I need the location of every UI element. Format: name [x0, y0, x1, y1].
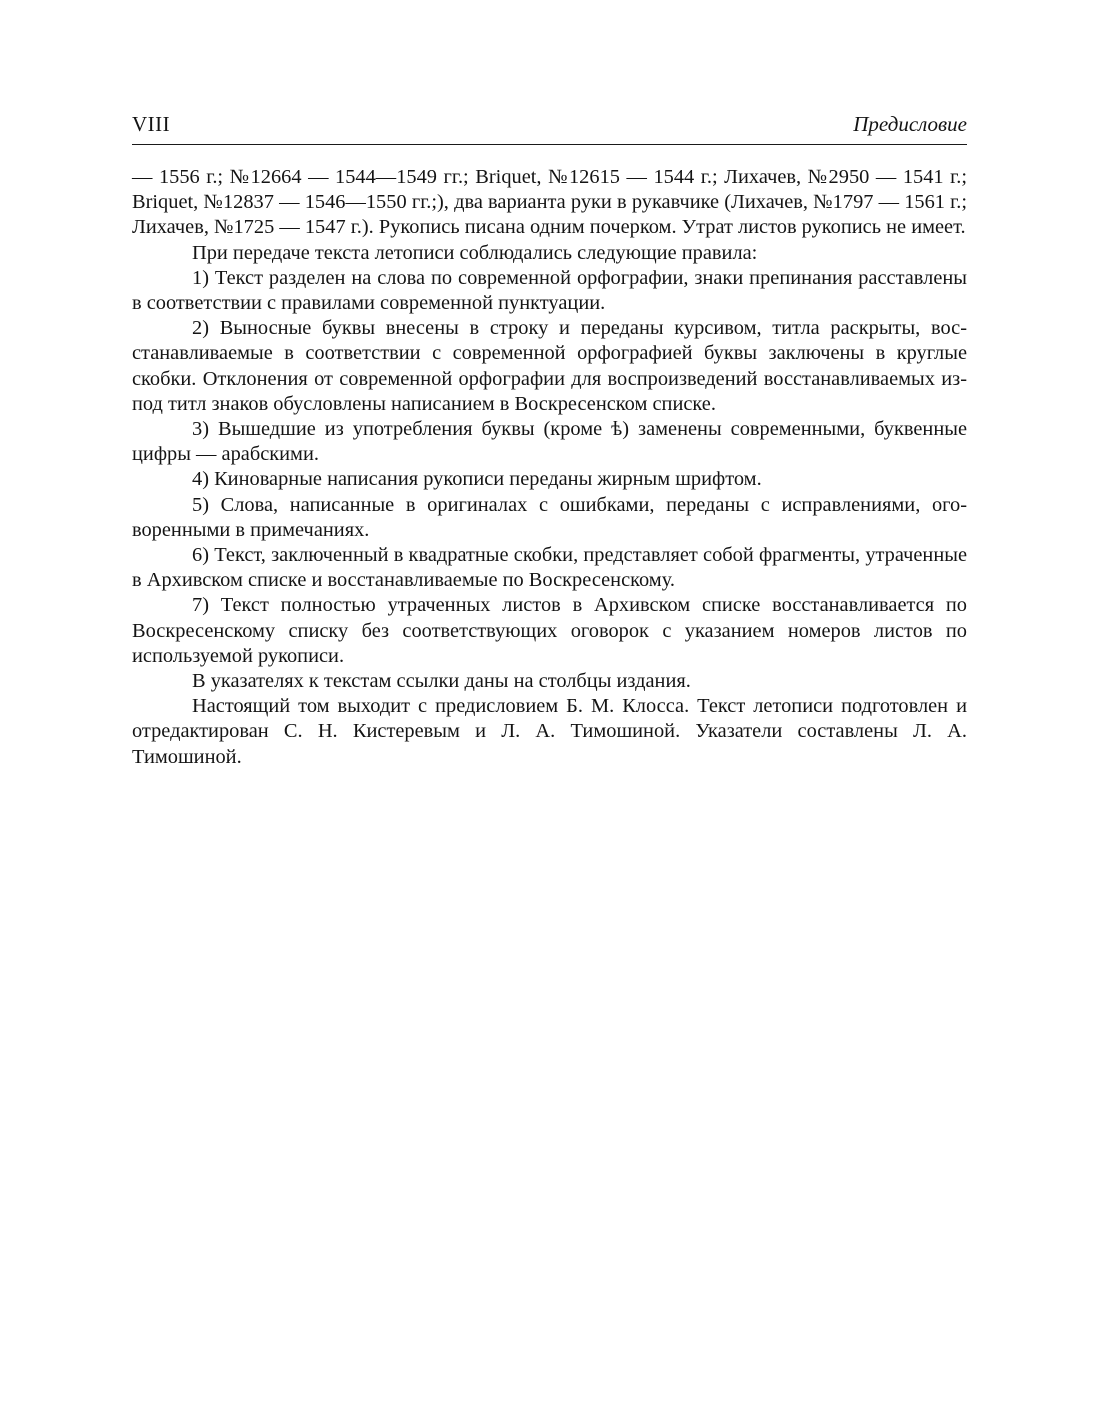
paragraph-continuation: — 1556 г.; №12664 — 1544—1549 гг.; Briquet, №12615 — 1544 г.; Лихачев, №2950 — 1541 г.; Briquet, №12837 — 1546—1550 гг.;), два варианта руки в рукавчике (Лихачев, №1797 — 1561 г.; Лихачев, №1725 — 1547 г.). Рукопись писана одним почерком. Утрат листов рукопись не имеет. [132, 166, 967, 239]
paragraph-rules-intro: При передаче текста летописи соблюдались следующие правила: [192, 241, 758, 264]
paragraph-indexes: В указателях к текстам ссылки даны на столбцы издания. [192, 670, 691, 693]
document-page [132, 112, 967, 770]
paragraph-rule-1: 1) Текст разделен на слова по современной орфографии, знаки препинания расставлены в соответствии с правилами современной пунктуации. [132, 266, 967, 315]
paragraph-rule-7: 7) Текст полностью утраченных листов в Архивском списке восстанавливается по Воскресенскому списку без соответствующих оговорок с указанием номеров листов по используемой рукописи. [132, 594, 967, 667]
page-number: VIII [132, 112, 171, 136]
paragraph-rule-3: 3) Вышедшие из употребления буквы (кроме ѣ) заменены современными, буквенные цифры — арабскими. [132, 418, 967, 466]
running-header [132, 112, 967, 145]
paragraph-rule-5: 5) Слова, написанные в оригиналах с ошибками, переданы с исправлениями, оговоренными в примечаниях. [132, 493, 967, 541]
section-title: Предисловие [853, 112, 967, 136]
body-text [132, 165, 967, 770]
paragraph-rule-6: 6) Текст, заключенный в квадратные скобки, представляет собой фрагменты, утраченные в Архивском списке и восстанавливаемые по Воскресенскому. [132, 544, 967, 592]
paragraph-rule-2: 2) Выносные буквы внесены в строку и переданы курсивом, титла раскрыты, восстанавливаемые в соответствии с современной орфографией буквы заключены в круглые скобки. Отклонения от современной орфографии для воспроизведений восстанавливаемых из-под титл знаков обусловлены написанием в Воскресенском списке. [132, 317, 967, 415]
paragraph-rule-4: 4) Киноварные написания рукописи переданы жирным шрифтом. [192, 468, 762, 491]
paragraph-credits: Настоящий том выходит с предисловием Б. М. Клосса. Текст летописи подготовлен и отредактирован С. Н. Кистеревым и Л. А. Тимошиной. Указатели составлены Л. А. Тимошиной. [132, 695, 967, 768]
